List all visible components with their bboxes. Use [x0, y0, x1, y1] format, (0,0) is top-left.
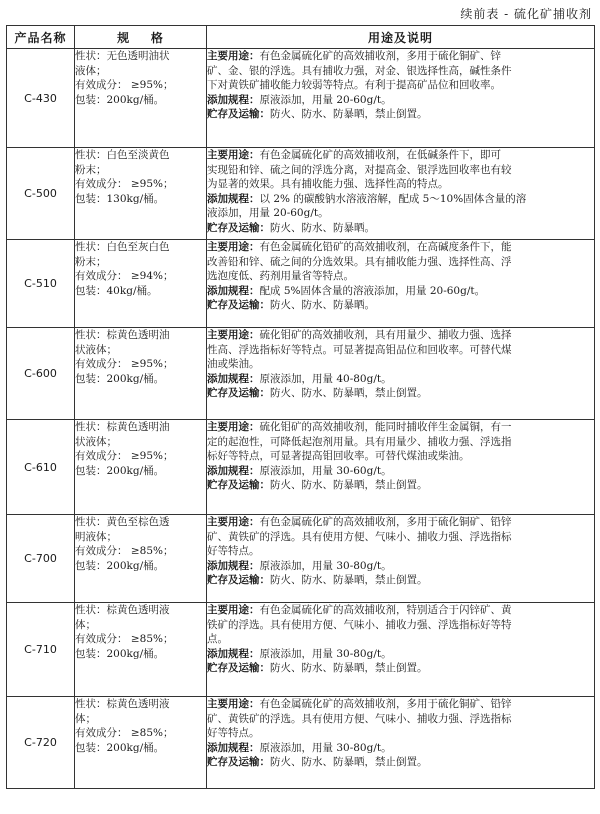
spec-cell: [75, 49, 207, 148]
usage-label: 贮存及运输：: [207, 387, 270, 399]
usage-line: [207, 78, 594, 93]
spec-line: 性状：黄色至棕色透: [75, 516, 170, 528]
product-code: C-610: [7, 420, 75, 515]
usage-label: 主要用途：: [207, 241, 260, 253]
product-code: C-430: [7, 49, 75, 148]
usage-text: 液添加，用量 20-60g/t。: [207, 207, 329, 219]
usage-line: [207, 49, 594, 64]
spec-line: 包装：200kg/桶。: [75, 741, 165, 754]
usage-text: 防火、防水、防暴晒，禁止倒置。: [270, 387, 428, 399]
spec-cell: [75, 240, 207, 328]
usage-label: 添加规程：: [207, 284, 260, 297]
spec-line: 性状：白色至淡黄色: [75, 149, 170, 161]
usage-cell: [207, 240, 595, 328]
usage-line: [207, 192, 594, 207]
spec-line: 性状：棕黄色透明液: [75, 698, 170, 710]
usage-text: 以 2% 的碳酸钠水溶液溶解，配成 5～10%固体含量的溶: [259, 192, 527, 205]
usage-line: [207, 177, 594, 192]
usage-line: [207, 697, 594, 712]
usage-text: 有色金属硫化矿的高效捕收剂，多用于硫化铜矿、铅锌: [259, 698, 512, 710]
usage-label: 添加规程：: [207, 464, 260, 477]
usage-line: [207, 478, 594, 493]
usage-line: [207, 464, 594, 479]
spec-cell: [75, 420, 207, 515]
spec-line: 体；: [75, 618, 96, 631]
spec-cell: [75, 603, 207, 697]
usage-text: 好等特点。: [207, 545, 260, 557]
spec-line: 有效成分： ≥95%；: [75, 178, 174, 190]
usage-text: 原液添加，用量 30-80g/t。: [259, 647, 392, 660]
usage-line: [207, 206, 594, 221]
usage-text: 选泡度低、药剂用量省等特点。: [207, 270, 354, 282]
usage-text: 硫化钼矿的高效捕收剂，具有用量少、捕收力强、选择: [259, 329, 512, 341]
usage-line: [207, 357, 594, 372]
usage-label: 添加规程：: [207, 647, 260, 660]
usage-line: [207, 435, 594, 450]
usage-text: 矿、黄铁矿的浮选。具有使用方便、气味小、捕收力强、浮选指标: [207, 712, 512, 725]
usage-label: 添加规程：: [207, 192, 260, 205]
usage-line: [207, 559, 594, 574]
table-header-row: [7, 26, 595, 49]
spec-line: 体；: [75, 712, 96, 725]
usage-line: [207, 107, 594, 122]
usage-line: [207, 269, 594, 284]
usage-line: [207, 632, 594, 647]
usage-label: 贮存及运输：: [207, 479, 270, 491]
header-specification: 规 格: [75, 26, 207, 49]
table-row: [7, 148, 595, 240]
table-row: [7, 49, 595, 148]
usage-text: 防火、防水、防暴晒，禁止倒置。: [270, 662, 428, 674]
usage-text: 原液添加，用量 20-60g/t。: [259, 93, 392, 106]
table-row: [7, 515, 595, 603]
usage-label: 贮存及运输：: [207, 221, 270, 234]
spec-line: 包装：130kg/桶。: [75, 192, 165, 205]
product-code: C-710: [7, 603, 75, 697]
usage-line: [207, 64, 594, 79]
usage-label: 贮存及运输：: [207, 662, 270, 674]
usage-line: [207, 661, 594, 676]
usage-line: [207, 372, 594, 387]
usage-label: 主要用途：: [207, 50, 260, 62]
spec-line: 性状：白色至灰白色: [75, 241, 170, 253]
usage-text: 防火、防水、防暴晒，禁止倒置。: [270, 574, 428, 586]
usage-text: 硫化钼矿的高效捕收剂，能同时捕收伴生金属铜，有一: [259, 421, 512, 433]
usage-cell: [207, 697, 595, 789]
usage-cell: [207, 148, 595, 240]
spec-cell: [75, 328, 207, 420]
usage-label: 主要用途：: [207, 604, 260, 616]
usage-text: 防火、防水、防暴晒，禁止倒置。: [270, 479, 428, 491]
usage-cell: [207, 603, 595, 697]
usage-label: 主要用途：: [207, 149, 260, 161]
usage-label: 主要用途：: [207, 516, 260, 528]
header-usage: 用途及说明: [207, 26, 595, 49]
usage-text: 防火、防水、防暴晒。: [270, 299, 375, 311]
usage-text: 有色金属硫化矿的高效捕收剂，在低碱条件下，即可: [259, 149, 501, 161]
usage-label: 添加规程：: [207, 741, 260, 754]
usage-text: 原液添加，用量 30-80g/t。: [259, 559, 392, 572]
spec-line: 有效成分： ≥85%；: [75, 727, 174, 739]
table-row: [7, 240, 595, 328]
usage-text: 定的起泡性，可降低起泡剂用量。具有用量少、捕收力强、浮选指: [207, 435, 512, 448]
usage-label: 主要用途：: [207, 698, 260, 710]
usage-text: 有色金属硫化矿的高效捕收剂，多用于硫化铜矿、锌: [259, 50, 501, 62]
product-code: C-500: [7, 148, 75, 240]
usage-text: 点。: [207, 633, 228, 645]
header-product-name: 产品名称: [7, 26, 75, 49]
usage-cell: [207, 328, 595, 420]
usage-line: [207, 712, 594, 727]
product-code: C-510: [7, 240, 75, 328]
usage-line: [207, 284, 594, 299]
usage-line: [207, 298, 594, 313]
spec-line: 有效成分： ≥95%；: [75, 450, 174, 462]
usage-label: 添加规程：: [207, 372, 260, 385]
usage-label: 贮存及运输：: [207, 108, 270, 120]
usage-text: 油或柴油。: [207, 358, 260, 370]
spec-line: 状液体；: [75, 435, 117, 448]
usage-label: 主要用途：: [207, 329, 260, 341]
usage-text: 原液添加，用量 30-80g/t。: [259, 741, 392, 754]
usage-line: [207, 618, 594, 633]
usage-cell: [207, 420, 595, 515]
product-code: C-720: [7, 697, 75, 789]
usage-text: 原液添加，用量 30-60g/t。: [259, 464, 392, 477]
spec-line: 性状：棕黄色透明液: [75, 604, 170, 616]
usage-label: 贮存及运输：: [207, 299, 270, 311]
spec-line: 有效成分： ≥94%；: [75, 270, 174, 282]
usage-label: 贮存及运输：: [207, 756, 270, 768]
usage-line: [207, 515, 594, 530]
product-code: C-700: [7, 515, 75, 603]
usage-line: [207, 255, 594, 270]
spec-line: 包装：200kg/桶。: [75, 93, 165, 106]
usage-cell: [207, 515, 595, 603]
usage-label: 贮存及运输：: [207, 574, 270, 586]
usage-label: 添加规程：: [207, 559, 260, 572]
usage-text: 原液添加，用量 40-80g/t。: [259, 372, 392, 385]
spec-line: 包装：40kg/桶。: [75, 284, 158, 297]
spec-line: 包装：200kg/桶。: [75, 372, 165, 385]
usage-cell: [207, 49, 595, 148]
usage-text: 铁矿的浮选。具有使用方便、气味小、捕收力强、浮选指标好等特: [207, 618, 512, 631]
spec-line: 有效成分： ≥85%；: [75, 633, 174, 645]
usage-line: [207, 573, 594, 588]
spec-line: 有效成分： ≥85%；: [75, 545, 174, 557]
usage-line: [207, 93, 594, 108]
usage-line: [207, 420, 594, 435]
usage-line: [207, 386, 594, 401]
table-row: [7, 420, 595, 515]
usage-text: 为显著的效果。具有捕收能力强、选择性高的特点。: [207, 178, 449, 190]
usage-line: [207, 328, 594, 343]
usage-text: 有色金属硫化矿的高效捕收剂，特别适合于闪锌矿、黄: [259, 604, 512, 616]
usage-text: 防火、防水、防暴晒，禁止倒置。: [270, 108, 428, 120]
usage-text: 好等特点。: [207, 727, 260, 739]
usage-line: [207, 240, 594, 255]
spec-line: 包装：200kg/桶。: [75, 559, 165, 572]
spec-line: 明液体；: [75, 530, 117, 543]
spec-line: 有效成分： ≥95%；: [75, 358, 174, 370]
table-row: [7, 603, 595, 697]
usage-label: 主要用途：: [207, 421, 260, 433]
product-spec-table: [6, 25, 595, 789]
usage-text: 有色金属硫化铅矿的高效捕收剂，在高碱度条件下，能: [259, 241, 512, 253]
usage-label: 添加规程：: [207, 93, 260, 106]
usage-line: [207, 530, 594, 545]
usage-text: 标好等特点，可显著提高钼回收率。可替代煤油或柴油。: [207, 450, 470, 462]
usage-text: 矿、金、银的浮选。具有捕收力强，对金、银选择性高，碱性条件: [207, 64, 512, 77]
spec-line: 性状：棕黄色透明油: [75, 421, 170, 433]
usage-text: 矿、黄铁矿的浮选。具有使用方便、气味小、捕收力强、浮选指标: [207, 530, 512, 543]
usage-line: [207, 148, 594, 163]
usage-text: 配成 5%固体含量的溶液添加，用量 20-60g/t。: [259, 284, 486, 297]
table-row: [7, 697, 595, 789]
spec-line: 有效成分： ≥95%；: [75, 79, 174, 91]
spec-line: 包装：200kg/桶。: [75, 647, 165, 660]
table-caption: 续前表 - 硫化矿捕收剂: [460, 7, 592, 21]
usage-line: [207, 603, 594, 618]
usage-line: [207, 449, 594, 464]
usage-line: [207, 163, 594, 178]
spec-line: 包装：200kg/桶。: [75, 464, 165, 477]
usage-line: [207, 544, 594, 559]
usage-text: 性高、浮选指标好等特点。可显著提高钼品位和回收率。可替代煤: [207, 343, 512, 356]
usage-text: 实现铅和锌、硫之间的浮选分离，对提高金、银浮选回收率也有较: [207, 163, 512, 176]
spec-line: 性状：棕黄色透明油: [75, 329, 170, 341]
usage-text: 下对黄铁矿捕收能力较弱等特点。有利于提高矿品位和回收率。: [207, 79, 501, 91]
spec-line: 粉末；: [75, 255, 107, 268]
spec-cell: [75, 515, 207, 603]
usage-line: [207, 726, 594, 741]
usage-line: [207, 343, 594, 358]
usage-text: 改善铅和锌、硫之间的分选效果。具有捕收能力强、选择性高、浮: [207, 255, 512, 268]
usage-text: 有色金属硫化矿的高效捕收剂，多用于硫化铜矿、铅锌: [259, 516, 512, 528]
spec-line: 粉末；: [75, 163, 107, 176]
spec-line: 性状：无色透明油状: [75, 50, 170, 62]
usage-line: [207, 755, 594, 770]
usage-line: [207, 741, 594, 756]
spec-cell: [75, 148, 207, 240]
usage-text: 防火、防水、防暴晒。: [270, 221, 375, 234]
spec-cell: [75, 697, 207, 789]
table-row: [7, 328, 595, 420]
spec-line: 状液体；: [75, 343, 117, 356]
usage-line: [207, 647, 594, 662]
usage-line: [207, 221, 594, 236]
usage-text: 防火、防水、防暴晒，禁止倒置。: [270, 756, 428, 768]
spec-line: 液体；: [75, 64, 107, 77]
product-code: C-600: [7, 328, 75, 420]
